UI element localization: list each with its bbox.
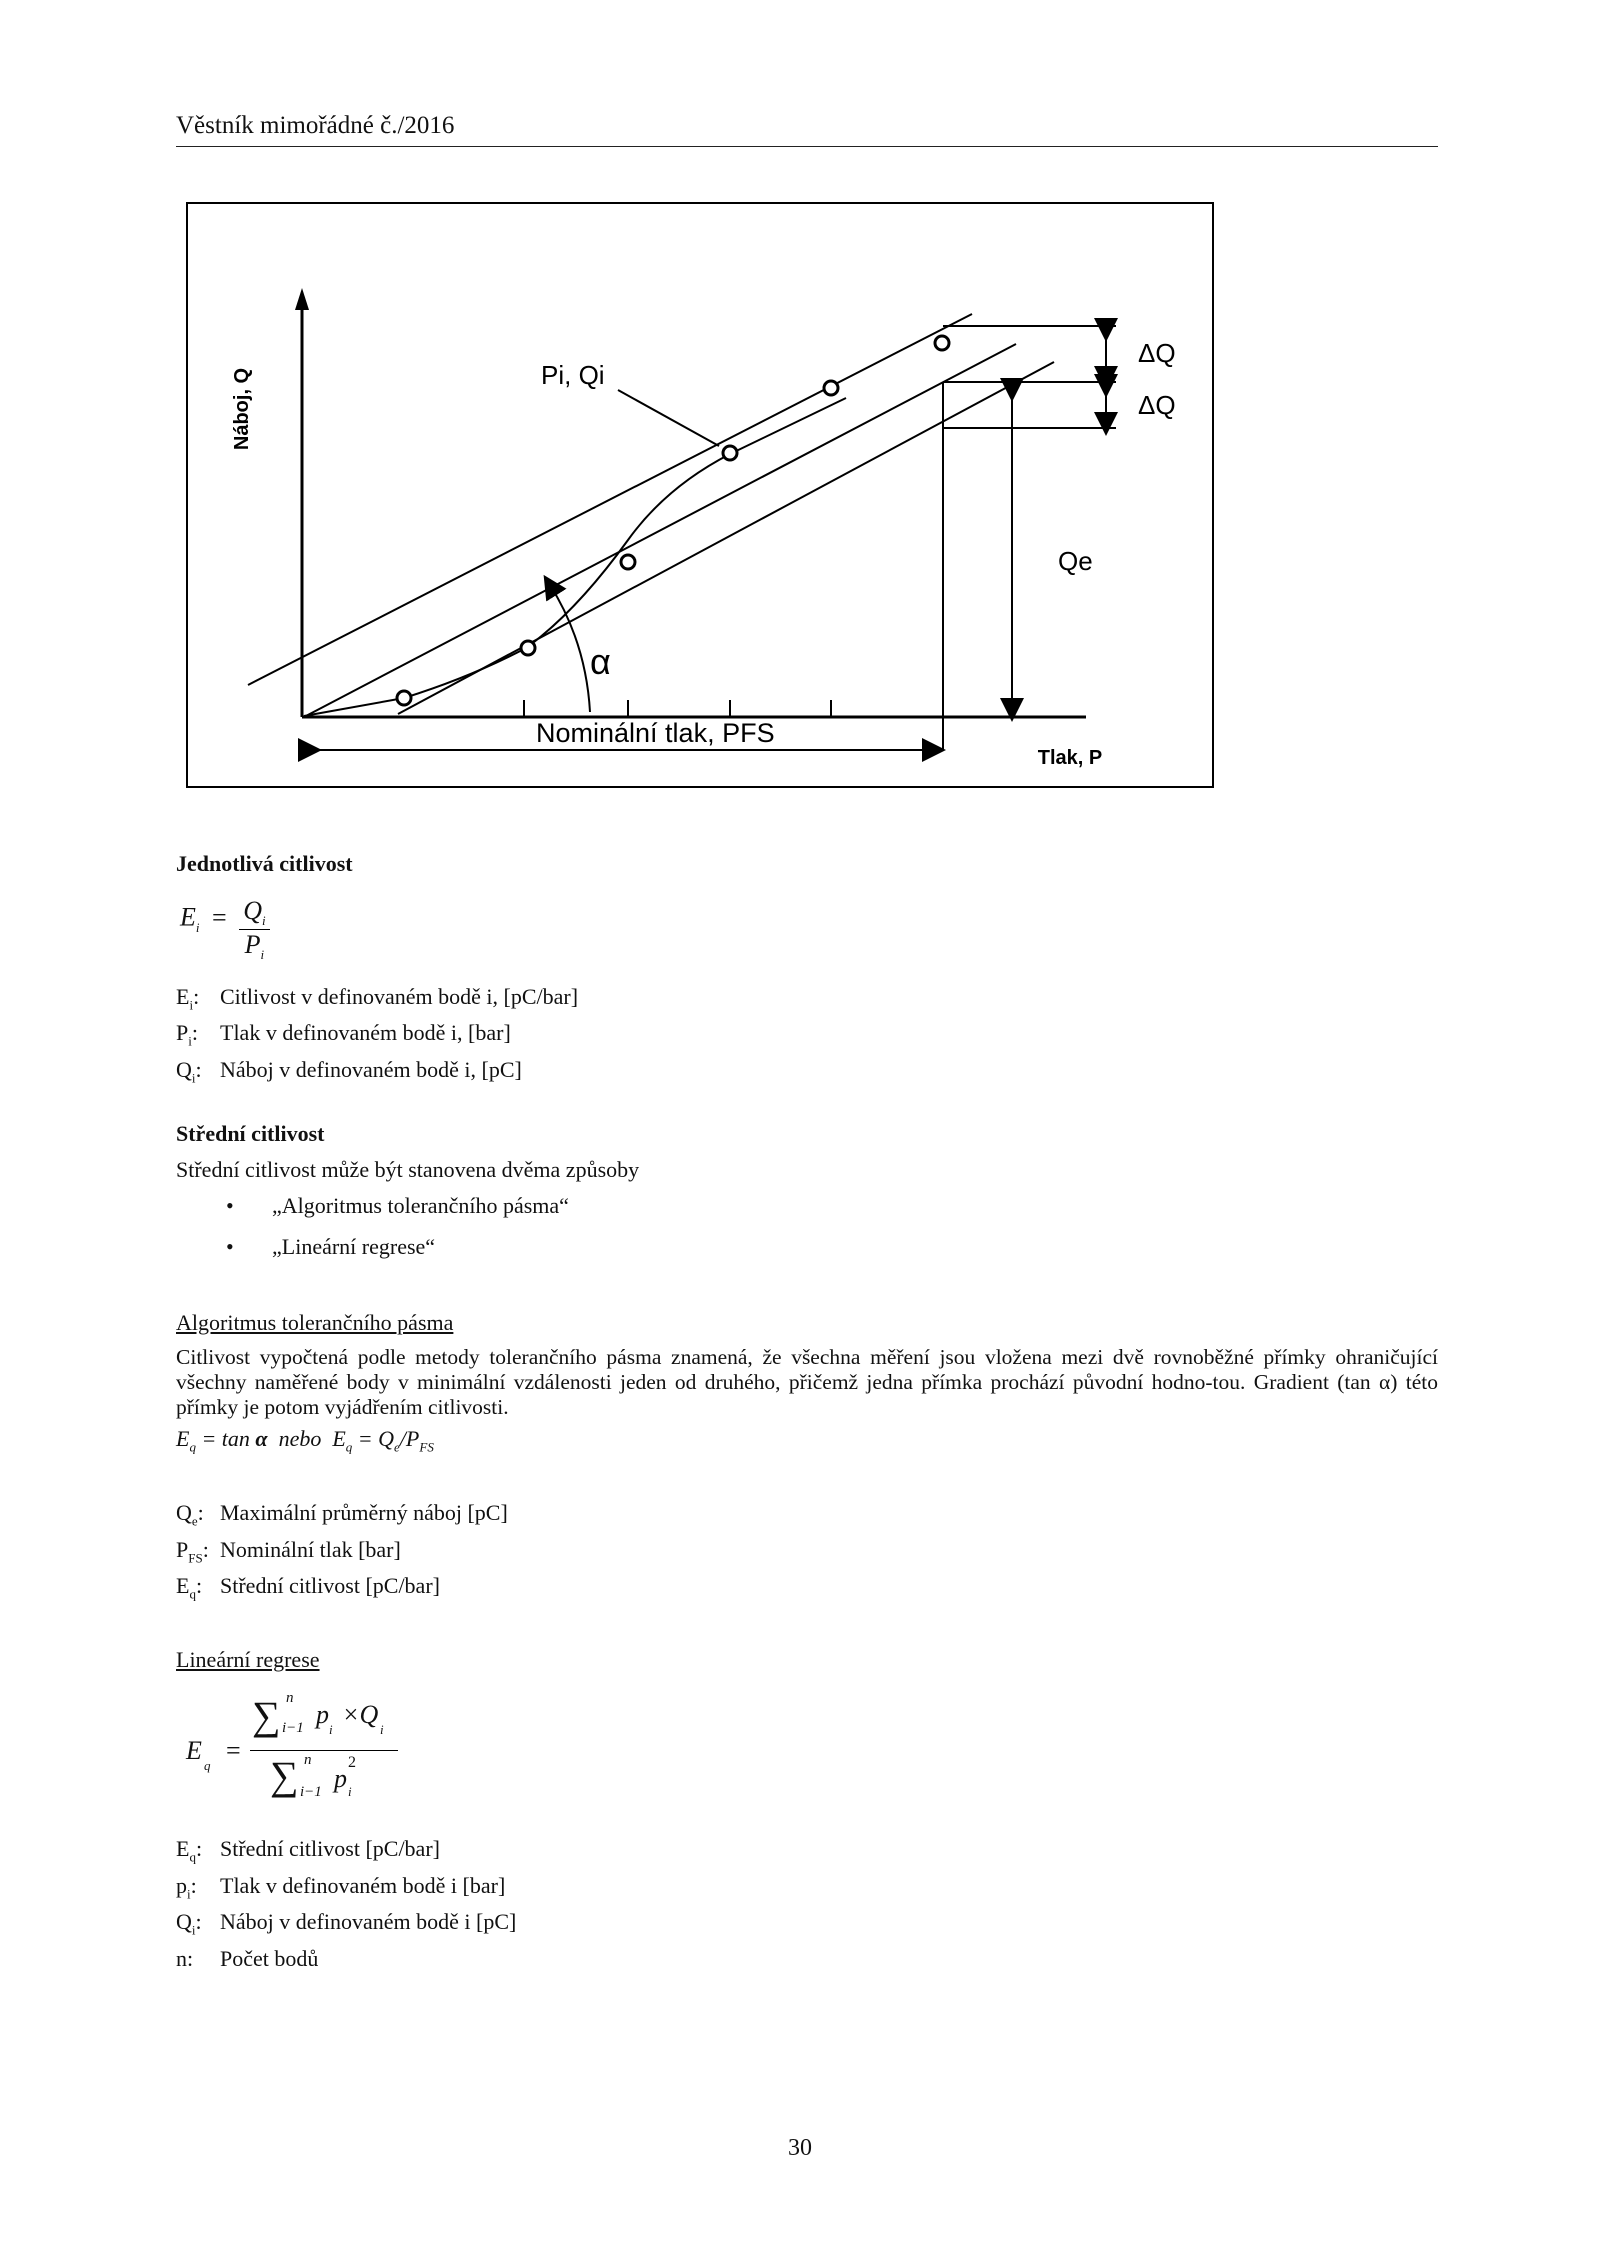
def-row: $E_q$: Střední citlivost [pC/bar] [176, 1573, 440, 1602]
def-text: Náboj v definovaném bodě i [pC] [220, 1909, 517, 1934]
formula-regression: E q = ∑ n i−1 p i ×Q i ∑ n i−1 p 2 i [186, 1690, 426, 1810]
figure-frame [187, 203, 1213, 787]
def-text: Střední citlivost [pC/bar] [220, 1836, 440, 1861]
x-axis-label: Tlak, P [1037, 747, 1103, 769]
def-text: Citlivost v definovaném bodě i, [pC/bar] [220, 984, 579, 1009]
def-sub: q [189, 1586, 196, 1602]
def-row: $Q_e$: Maximální průměrný náboj [pC] [176, 1500, 508, 1529]
formula-individual: $E_i$ = $\frac{Q_i}{P_i}$ [180, 886, 270, 953]
def-row [176, 1946, 318, 1972]
def-row: $E_q$: Střední citlivost [pC/bar] [176, 1836, 440, 1865]
formula-num-sub: i [261, 913, 266, 929]
bullet-item: „Algoritmus tolerančního pásma“ [272, 1193, 569, 1218]
point-label: Pi, Qi [541, 360, 605, 390]
delta-q-label-1: ΔQ [1138, 338, 1176, 368]
def-sub: i [191, 1922, 196, 1938]
nominal-label: Nominální tlak, PFS [536, 718, 775, 748]
y-axis-label: Náboj, Q [231, 367, 253, 451]
def-sub: i [187, 1886, 191, 1902]
tolerance-paragraph: Citlivost vypočtená podle metody tolerančního pásma znamená, že všechna měření jsou vložena mezi dvě rovnoběžné přímky ohraničující všechny naměřené body v minimální vzdálenosti jeden od druhého, přičemž jedna přímka prochází původní hodno-tou. Gradient (tan α) této přímky je potom vyjádřením citlivosti. [176, 1345, 1438, 1419]
header-title: Věstník mimořádné č./2016 [176, 112, 455, 139]
def-sub: i [191, 1070, 196, 1086]
alpha-label: α [590, 641, 611, 682]
def-row: $E_i$: Citlivost v definovaném bodě i, [pC/bar] [176, 984, 579, 1013]
def-sym: P [176, 1537, 189, 1562]
def-text: Počet bodů [220, 1946, 319, 1971]
def-row: $P_i$: Tlak v definovaném bodě i, [bar] [176, 1020, 511, 1049]
def-row: $p_i$: Tlak v definovaném bodě i [bar] [176, 1873, 506, 1902]
data-point [723, 446, 737, 460]
formula-lhs: E [180, 902, 196, 932]
sensitivity-diagram [186, 202, 1214, 788]
section-title-mean: Střední citlivost [176, 1121, 325, 1146]
page-number: 30 [788, 2135, 812, 2161]
def-text: Tlak v definovaném bodě i [bar] [220, 1873, 506, 1898]
data-point [621, 555, 635, 569]
delta-q-label-2: ΔQ [1138, 390, 1176, 420]
def-sym: E [176, 1573, 190, 1598]
def-sym: E [176, 1836, 190, 1861]
section-title-tolerance: Algoritmus tolerančního pásma [176, 1310, 454, 1335]
def-sym: Q [176, 1057, 192, 1082]
def-row: $P_{FS}$: Nominální tlak [bar] [176, 1537, 401, 1566]
def-sub: q [189, 1849, 196, 1865]
def-row: $Q_i$: Náboj v definovaném bodě i, [pC] [176, 1057, 522, 1086]
formula-den: P [244, 930, 261, 960]
page-header [176, 112, 1438, 147]
def-sym: n: [176, 1946, 194, 1971]
data-point [521, 641, 535, 655]
formula-lhs-sub: i [195, 919, 200, 935]
def-sym: P [176, 1020, 189, 1045]
def-sub: i [189, 997, 194, 1013]
bullet-item: „Lineární regrese“ [272, 1234, 436, 1259]
section-intro: Střední citlivost může být stanovena dvěma způsoby [176, 1157, 640, 1182]
def-text: Střední citlivost [pC/bar] [220, 1573, 440, 1598]
def-sub: FS [188, 1550, 203, 1566]
def-text: Náboj v definovaném bodě i, [pC] [220, 1057, 522, 1082]
bullet-dot: • [226, 1193, 234, 1218]
section-title-regression: Lineární regrese [176, 1647, 320, 1672]
def-text: Maximální průměrný náboj [pC] [220, 1500, 508, 1525]
def-text: Nominální tlak [bar] [220, 1537, 401, 1562]
def-sub: e [191, 1513, 198, 1529]
data-point [935, 336, 949, 350]
formula-den-sub: i [260, 947, 265, 963]
def-sym: Q [176, 1909, 192, 1934]
def-sym: Q [176, 1500, 192, 1525]
def-sub: i [188, 1033, 192, 1049]
def-sym: p [176, 1873, 187, 1898]
data-point [397, 691, 411, 705]
def-sym: E [176, 984, 190, 1009]
def-text: Tlak v definovaném bodě i, [bar] [220, 1020, 511, 1045]
section-title-individual: Jednotlivá citlivost [176, 851, 353, 876]
def-row: $Q_i$: Náboj v definovaném bodě i [pC] [176, 1909, 517, 1938]
bullet-dot: • [226, 1234, 234, 1259]
formula-num: Q [243, 896, 262, 925]
qe-label: Qe [1058, 546, 1093, 576]
data-point [824, 381, 838, 395]
formula-tolerance: $E_q = \tan \alpha$ nebo $E_q = Q_e/P_{FS}$ [176, 1426, 434, 1455]
